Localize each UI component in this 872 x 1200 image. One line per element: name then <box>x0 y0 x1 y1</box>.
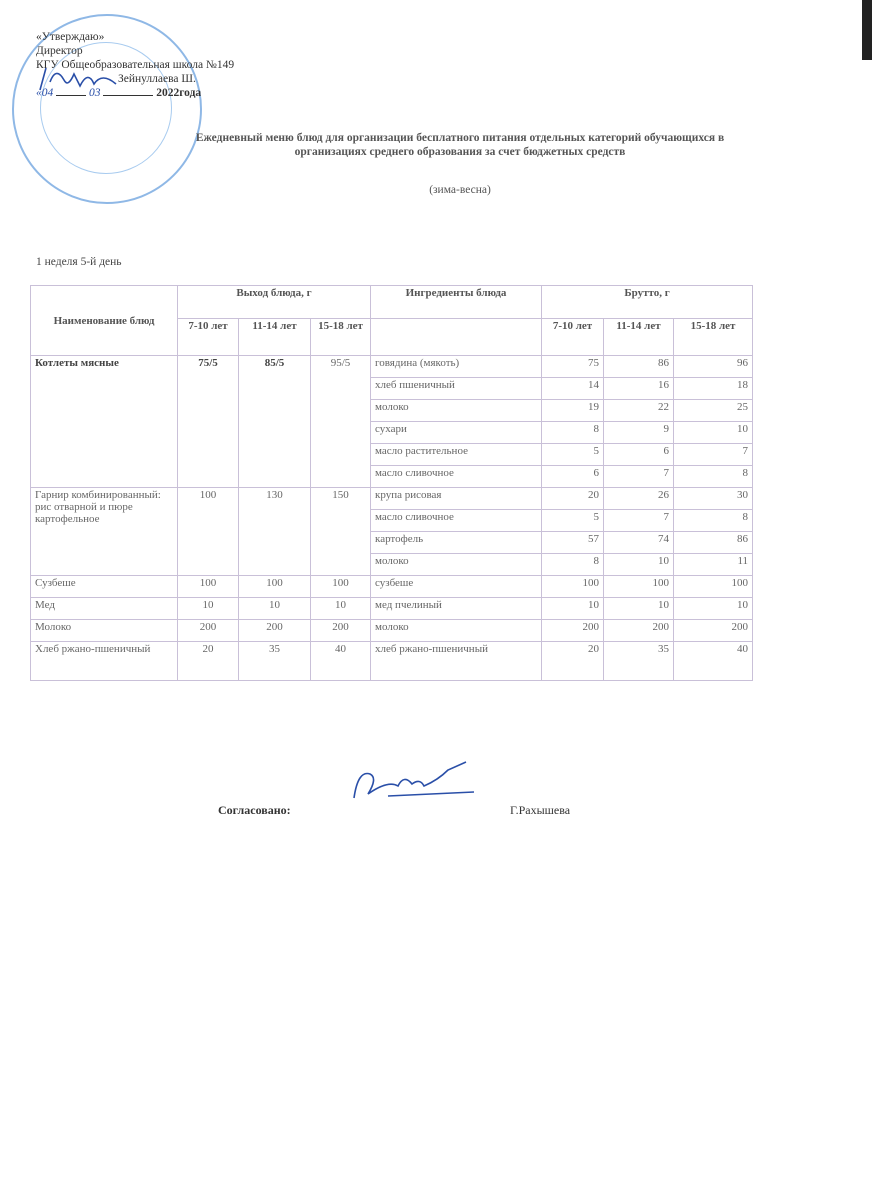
ingredient-name: мед пчелиный <box>371 598 542 620</box>
ingredient-brutto: 100 <box>542 576 604 598</box>
director-signature <box>36 62 126 96</box>
dish-yield: 130 <box>239 488 311 576</box>
ingredient-brutto: 86 <box>674 532 753 554</box>
ingredient-brutto: 100 <box>674 576 753 598</box>
document-title <box>150 131 770 159</box>
ingredient-name: говядина (мякоть) <box>371 356 542 378</box>
title-line-1: Ежедневный меню блюд для организации бесплатного питания отдельных категорий обучающихся в <box>195 132 725 144</box>
dish-yield: 100 <box>178 576 239 598</box>
ingredient-brutto: 8 <box>674 510 753 532</box>
ingredient-brutto: 22 <box>604 400 674 422</box>
ingredient-brutto: 30 <box>674 488 753 510</box>
ingredient-brutto: 18 <box>674 378 753 400</box>
ingredient-brutto: 6 <box>542 466 604 488</box>
approval-name: Зейнуллаева Ш. <box>118 73 196 85</box>
dish-yield: 100 <box>311 576 371 598</box>
dish-yield: 35 <box>239 642 311 681</box>
header-brutto-age-7-10: 7-10 лет <box>542 319 604 356</box>
ingredient-brutto: 57 <box>542 532 604 554</box>
ingredient-brutto: 10 <box>604 598 674 620</box>
ingredient-name: молоко <box>371 554 542 576</box>
ingredient-brutto: 9 <box>604 422 674 444</box>
dish-yield: 200 <box>311 620 371 642</box>
header-yield: Выход блюда, г <box>178 286 371 319</box>
ingredient-brutto: 14 <box>542 378 604 400</box>
ingredient-name: сузбеше <box>371 576 542 598</box>
ingredient-brutto: 6 <box>604 444 674 466</box>
ingredient-brutto: 86 <box>604 356 674 378</box>
ingredient-brutto: 10 <box>674 598 753 620</box>
dish-yield: 85/5 <box>239 356 311 488</box>
ingredient-brutto: 8 <box>542 554 604 576</box>
dish-yield: 150 <box>311 488 371 576</box>
dish-yield: 20 <box>178 642 239 681</box>
ingredient-brutto: 7 <box>604 466 674 488</box>
dish-yield: 10 <box>311 598 371 620</box>
ingredient-brutto: 8 <box>674 466 753 488</box>
ingredient-name: молоко <box>371 620 542 642</box>
dish-yield: 10 <box>239 598 311 620</box>
agreement-signature <box>348 760 478 805</box>
dish-yield: 100 <box>239 576 311 598</box>
ingredient-brutto: 20 <box>542 488 604 510</box>
header-yield-age-7-10: 7-10 лет <box>178 319 239 356</box>
date-month: 03 <box>89 87 101 99</box>
ingredient-name: молоко <box>371 400 542 422</box>
ingredient-brutto: 35 <box>604 642 674 681</box>
ingredient-brutto: 7 <box>674 444 753 466</box>
ingredient-brutto: 10 <box>604 554 674 576</box>
season-label: (зима-весна) <box>429 184 491 196</box>
approval-heading: «Утверждаю» <box>36 31 105 43</box>
title-line-2: организациях среднего образования за счет бюджетных средств <box>294 146 626 158</box>
dish-yield: 100 <box>178 488 239 576</box>
table-row <box>31 356 753 378</box>
ingredient-brutto: 20 <box>542 642 604 681</box>
agreed-label: Согласовано: <box>218 803 291 817</box>
ingredient-brutto: 200 <box>542 620 604 642</box>
header-ingredients: Ингредиенты блюда <box>371 286 542 319</box>
dish-name: Мед <box>31 598 178 620</box>
ingredient-name: сухари <box>371 422 542 444</box>
table-row <box>31 598 753 620</box>
table-row <box>31 488 753 510</box>
ingredient-brutto: 10 <box>542 598 604 620</box>
ingredient-name: хлеб пшеничный <box>371 378 542 400</box>
ingredient-brutto: 100 <box>604 576 674 598</box>
dish-name: Молоко <box>31 620 178 642</box>
header-empty <box>371 319 542 356</box>
header-yield-age-11-14: 11-14 лет <box>239 319 311 356</box>
ingredient-brutto: 5 <box>542 444 604 466</box>
table-row <box>31 576 753 598</box>
dish-name: Котлеты мясные <box>31 356 178 488</box>
ingredient-brutto: 200 <box>604 620 674 642</box>
header-dish: Наименование блюд <box>31 286 178 356</box>
ingredient-brutto: 19 <box>542 400 604 422</box>
dish-yield: 200 <box>239 620 311 642</box>
date-day: «04 <box>36 87 54 99</box>
dish-yield: 10 <box>178 598 239 620</box>
ingredient-name: крупа рисовая <box>371 488 542 510</box>
table-row <box>31 642 753 681</box>
ingredient-brutto: 75 <box>542 356 604 378</box>
menu-table <box>30 285 753 681</box>
table-row <box>31 620 753 642</box>
dish-name: Сузбеше <box>31 576 178 598</box>
ingredient-name: масло сливочное <box>371 466 542 488</box>
dish-yield: 200 <box>178 620 239 642</box>
date-year: 2022года <box>156 87 202 99</box>
signer-name: Г.Рахышева <box>510 803 571 817</box>
dish-yield: 40 <box>311 642 371 681</box>
ingredient-name: хлеб ржано-пшеничный <box>371 642 542 681</box>
ingredient-brutto: 11 <box>674 554 753 576</box>
ingredient-name: картофель <box>371 532 542 554</box>
approval-organization: КГУ Общеобразовательная школа №149 <box>36 59 235 71</box>
week-day-label: 1 неделя 5-й день <box>36 256 122 268</box>
ingredient-brutto: 7 <box>604 510 674 532</box>
ingredient-brutto: 16 <box>604 378 674 400</box>
header-brutto-age-11-14: 11-14 лет <box>604 319 674 356</box>
approval-position: Директор <box>36 45 83 57</box>
dish-yield: 95/5 <box>311 356 371 488</box>
header-yield-age-15-18: 15-18 лет <box>311 319 371 356</box>
ingredient-brutto: 26 <box>604 488 674 510</box>
ingredient-brutto: 5 <box>542 510 604 532</box>
ingredient-brutto: 25 <box>674 400 753 422</box>
ingredient-brutto: 40 <box>674 642 753 681</box>
ingredient-brutto: 96 <box>674 356 753 378</box>
ingredient-name: масло сливочное <box>371 510 542 532</box>
ingredient-brutto: 8 <box>542 422 604 444</box>
dish-yield: 75/5 <box>178 356 239 488</box>
ingredient-name: масло растительное <box>371 444 542 466</box>
dish-name: Гарнир комбинированный: рис отварной и пюре картофельное <box>31 488 178 576</box>
scan-edge <box>862 0 872 60</box>
ingredient-brutto: 200 <box>674 620 753 642</box>
ingredient-brutto: 74 <box>604 532 674 554</box>
header-brutto: Брутто, г <box>542 286 753 319</box>
header-brutto-age-15-18: 15-18 лет <box>674 319 753 356</box>
dish-name: Хлеб ржано-пшеничный <box>31 642 178 681</box>
ingredient-brutto: 10 <box>674 422 753 444</box>
